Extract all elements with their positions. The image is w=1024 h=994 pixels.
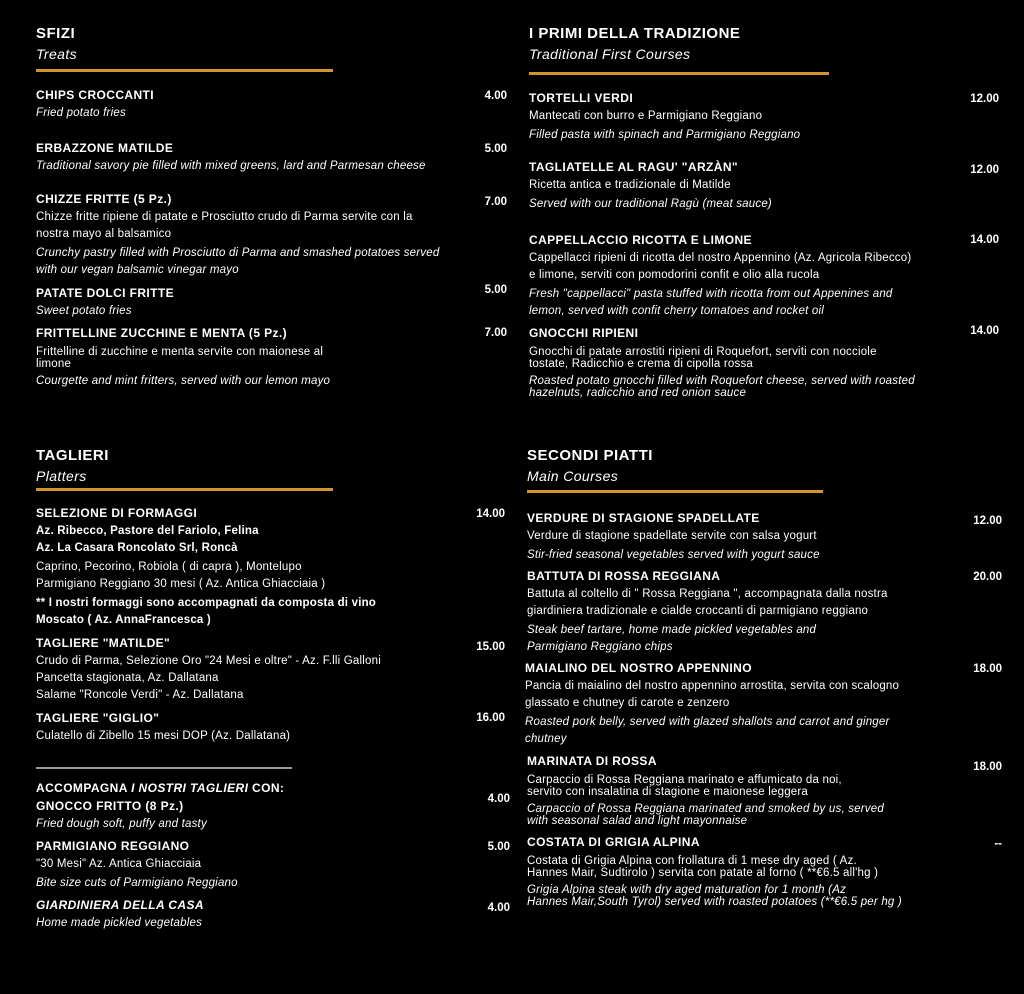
item-description: [36, 523, 376, 557]
item-description: [36, 595, 376, 629]
description-line: Served with our traditional Ragù (meat sauce): [529, 198, 772, 210]
menu-item: [529, 233, 911, 320]
item-price: 5.00: [484, 284, 507, 296]
description-line: lemon, served with confit cherry tomatoes and rocket oil: [529, 305, 824, 317]
item-name: CHIZZE FRITTE (5 Pz.): [36, 192, 172, 206]
description-line: limone: [36, 358, 72, 370]
menu-item: [527, 569, 888, 656]
item-name: TAGLIERE "MATILDE": [36, 636, 171, 650]
item-description: [527, 622, 888, 656]
item-price: 5.00: [484, 143, 507, 155]
description-line: Pancetta stagionata, Az. Dallatana: [36, 672, 219, 684]
description-line: Crudo di Parma, Selezione Oro "24 Mesi e oltre" - Az. F.lli Galloni: [36, 655, 381, 667]
item-name: VERDURE DI STAGIONE SPADELLATE: [527, 511, 760, 525]
item-name: CAPPELLACCIO RICOTTA E LIMONE: [529, 233, 752, 247]
description-line: "30 Mesi" Az. Antica Ghiacciaia: [36, 858, 202, 870]
description-line: Hannes Mair, Sudtirolo ) servita con patate al forno ( **€6.5 all'hg ): [527, 867, 879, 879]
menu-item: [529, 326, 915, 399]
description-line: Home made pickled vegetables: [36, 917, 203, 929]
menu-item: [527, 511, 820, 564]
item-name: BATTUTA DI ROSSA REGGIANA: [527, 569, 721, 583]
item-description: [36, 209, 439, 243]
item-description: [36, 559, 376, 593]
menu-item: [525, 661, 899, 748]
item-description: [529, 108, 800, 125]
menu-item: [527, 754, 884, 827]
description-line: Hannes Mair,South Tyrol) served with roasted potatoes (**€6.5 per hg ): [527, 896, 902, 908]
item-description: [36, 375, 330, 387]
description-line: ** I nostri formaggi sono accompagnati da composta di vino: [36, 597, 377, 609]
item-name: PATATE DOLCI FRITTE: [36, 286, 175, 300]
item-description: [529, 375, 915, 399]
item-description: [36, 728, 290, 745]
menu-item: [36, 898, 204, 932]
menu-item: [36, 192, 439, 279]
description-line: Parmigiano Reggiano 30 mesi ( Az. Antica Ghiacciaia ): [36, 578, 326, 590]
item-price: 4.00: [487, 793, 510, 805]
description-line: Carpaccio of Rossa Reggiana marinated and smoked by us, served: [527, 803, 884, 815]
description-line: servito con insalatina di stagione e maionese leggera: [527, 786, 809, 798]
section-title: I PRIMI DELLA TRADIZIONE: [529, 25, 741, 42]
item-description: [527, 803, 884, 827]
item-price: 18.00: [973, 663, 1002, 675]
description-line: Bite size cuts of Parmigiano Reggiano: [36, 877, 238, 889]
item-price: 4.00: [484, 90, 507, 102]
description-line: Grigia Alpina steak with dry aged maturation for 1 month (Az: [527, 884, 847, 896]
item-description: [529, 286, 911, 320]
item-name: TORTELLI VERDI: [529, 91, 634, 105]
description-line: Chizze fritte ripiene di patate e Prosciutto crudo di Parma servite con la: [36, 211, 413, 223]
description-line: Roasted pork belly, served with glazed shallots and carrot and ginger: [525, 716, 890, 728]
menu-item: [36, 506, 376, 629]
section-title: SFIZI: [36, 25, 76, 42]
item-description: [36, 245, 439, 279]
item-description: [529, 196, 772, 213]
item-description: [36, 158, 426, 175]
description-line: Gnocchi di patate arrostiti ripieni di Roquefort, serviti con nocciole: [529, 346, 877, 358]
description-line: Fried potato fries: [36, 107, 126, 119]
extras-heading-part: CON:: [252, 781, 285, 795]
description-line: Fresh "cappellacci" pasta stuffed with ricotta from out Appenines and: [529, 288, 893, 300]
description-line: Verdure di stagione spadellate servite con salsa yogurt: [527, 530, 817, 542]
description-line: tostate, Radicchio e crema di cipolla rossa: [529, 358, 754, 370]
description-line: Cappellacci ripieni di ricotta del nostro Appennino (Az. Agricola Ribecco): [529, 252, 912, 264]
item-price: 14.00: [970, 234, 999, 246]
item-name: TAGLIERE "GIGLIO": [36, 711, 160, 725]
item-price: 15.00: [476, 641, 505, 653]
description-line: Battuta al coltello di " Rossa Reggiana ", accompagnata dalla nostra: [527, 588, 888, 600]
menu-item: [36, 141, 426, 175]
menu-item: [36, 711, 290, 745]
section-divider-bar: [527, 490, 823, 493]
item-name: MARINATA DI ROSSA: [527, 754, 657, 768]
description-line: glassato e chutney di carote e zenzero: [525, 697, 730, 709]
section-subtitle: Platters: [36, 468, 87, 484]
item-price: 18.00: [973, 761, 1002, 773]
item-description: [36, 915, 204, 932]
item-name: GNOCCO FRITTO (8 Pz.): [36, 799, 184, 813]
description-line: Fried dough soft, puffy and tasty: [36, 818, 207, 830]
extras-divider: [36, 767, 292, 769]
item-description: [36, 303, 174, 320]
item-price: 14.00: [476, 508, 505, 520]
menu-item: [36, 636, 381, 704]
item-description: [527, 547, 820, 564]
item-description: [36, 346, 330, 370]
description-line: Stir-fried seasonal vegetables served with yogurt sauce: [527, 549, 820, 561]
item-name: ERBAZZONE MATILDE: [36, 141, 174, 155]
item-price: 5.00: [487, 841, 510, 853]
description-line: Culatello di Zibello 15 mesi DOP (Az. Dallatana): [36, 730, 291, 742]
item-name: PARMIGIANO REGGIANO: [36, 839, 190, 853]
item-description: [36, 875, 238, 892]
description-line: chutney: [525, 733, 567, 745]
menu-item: [36, 326, 330, 387]
description-line: Moscato ( Az. AnnaFrancesca ): [36, 614, 211, 626]
item-name: CHIPS CROCCANTI: [36, 88, 155, 102]
item-description: [529, 250, 911, 284]
section-divider-bar: [529, 72, 829, 75]
item-price: 4.00: [487, 902, 510, 914]
item-description: [525, 714, 899, 748]
description-line: Sweet potato fries: [36, 305, 132, 317]
menu-item: [529, 91, 800, 144]
menu-item: [527, 835, 902, 908]
section-subtitle: Traditional First Courses: [529, 46, 691, 62]
item-description: [36, 856, 238, 873]
description-line: e limone, serviti con pomodorini confit e olio alla rucola: [529, 269, 820, 281]
extras-heading-part: I NOSTRI TAGLIERI: [131, 781, 253, 795]
description-line: Caprino, Pecorino, Robiola ( di capra ), Montelupo: [36, 561, 302, 573]
item-description: [527, 528, 820, 545]
description-line: Carpaccio di Rossa Reggiana marinato e affumicato da noi,: [527, 774, 842, 786]
item-description: [36, 816, 207, 833]
menu-item: [36, 88, 154, 122]
description-line: Az. Ribecco, Pastore del Fariolo, Felina: [36, 525, 259, 537]
description-line: Salame "Roncole Verdi" - Az. Dallatana: [36, 689, 244, 701]
description-line: Courgette and mint fritters, served with our lemon mayo: [36, 375, 331, 387]
item-description: [527, 855, 902, 879]
item-price: 16.00: [476, 712, 505, 724]
section-subtitle: Main Courses: [527, 468, 619, 484]
description-line: Crunchy pastry filled with Prosciutto di Parma and smashed potatoes served: [36, 247, 440, 259]
description-line: Parmigiano Reggiano chips: [527, 641, 673, 653]
item-name: TAGLIATELLE AL RAGU' "ARZÀN": [529, 160, 738, 174]
menu-item: [36, 799, 207, 833]
description-line: with seasonal salad and light mayonnaise: [527, 815, 748, 827]
item-description: [527, 774, 884, 798]
section-title: SECONDI PIATTI: [527, 447, 653, 464]
menu-item: [36, 839, 238, 892]
description-line: Pancia di maialino del nostro appennino arrostita, servita con scalogno: [525, 680, 900, 692]
item-name: GIARDINIERA DELLA CASA: [36, 898, 204, 912]
item-description: [529, 346, 915, 370]
item-description: [36, 653, 381, 704]
extras-heading-part: ACCOMPAGNA: [36, 781, 132, 795]
menu-item: [529, 160, 772, 213]
description-line: Filled pasta with spinach and Parmigiano Reggiano: [529, 129, 801, 141]
description-line: Az. La Casara Roncolato Srl, Roncà: [36, 542, 238, 554]
menu-item: [36, 286, 174, 320]
item-name: SELEZIONE DI FORMAGGI: [36, 506, 198, 520]
item-description: [36, 105, 154, 122]
description-line: Mantecati con burro e Parmigiano Reggiano: [529, 110, 763, 122]
item-name: FRITTELLINE ZUCCHINE E MENTA (5 Pz.): [36, 326, 288, 340]
item-description: [527, 586, 888, 620]
item-price: 20.00: [973, 571, 1002, 583]
item-price: 7.00: [484, 327, 507, 339]
description-line: Ricetta antica e tradizionale di Matilde: [529, 179, 731, 191]
section-subtitle: Treats: [36, 46, 78, 62]
item-name: MAIALINO DEL NOSTRO APPENNINO: [525, 661, 752, 675]
description-line: with our vegan balsamic vinegar mayo: [36, 264, 239, 276]
item-name: GNOCCHI RIPIENI: [529, 326, 639, 340]
description-line: nostra mayo al balsamico: [36, 228, 172, 240]
item-description: [525, 678, 899, 712]
item-name: COSTATA DI GRIGIA ALPINA: [527, 835, 700, 849]
item-price: 14.00: [970, 325, 999, 337]
item-price: 12.00: [970, 164, 999, 176]
description-line: Traditional savory pie filled with mixed greens, lard and Parmesan cheese: [36, 160, 426, 172]
description-line: Steak beef tartare, home made pickled vegetables and: [527, 624, 817, 636]
extras-heading: [36, 781, 284, 796]
item-price: 12.00: [970, 93, 999, 105]
section-divider-bar: [36, 69, 333, 72]
item-price: 12.00: [973, 515, 1002, 527]
description-line: Roasted potato gnocchi filled with Roquefort cheese, served with roasted: [529, 375, 915, 387]
section-divider-bar: [36, 488, 333, 491]
item-description: [527, 884, 902, 908]
description-line: hazelnuts, radicchio and red onion sauce: [529, 387, 747, 399]
item-price: 7.00: [484, 196, 507, 208]
description-line: Costata di Grigia Alpina con frollatura di 1 mese dry aged ( Az.: [527, 855, 857, 867]
item-description: [529, 127, 800, 144]
section-title: TAGLIERI: [36, 447, 109, 464]
description-line: Frittelline di zucchine e menta servite con maionese al: [36, 346, 324, 358]
item-description: [529, 177, 772, 194]
item-price: --: [994, 838, 1002, 850]
description-line: giardiniera tradizionale e cialde croccanti di parmigiano reggiano: [527, 605, 869, 617]
